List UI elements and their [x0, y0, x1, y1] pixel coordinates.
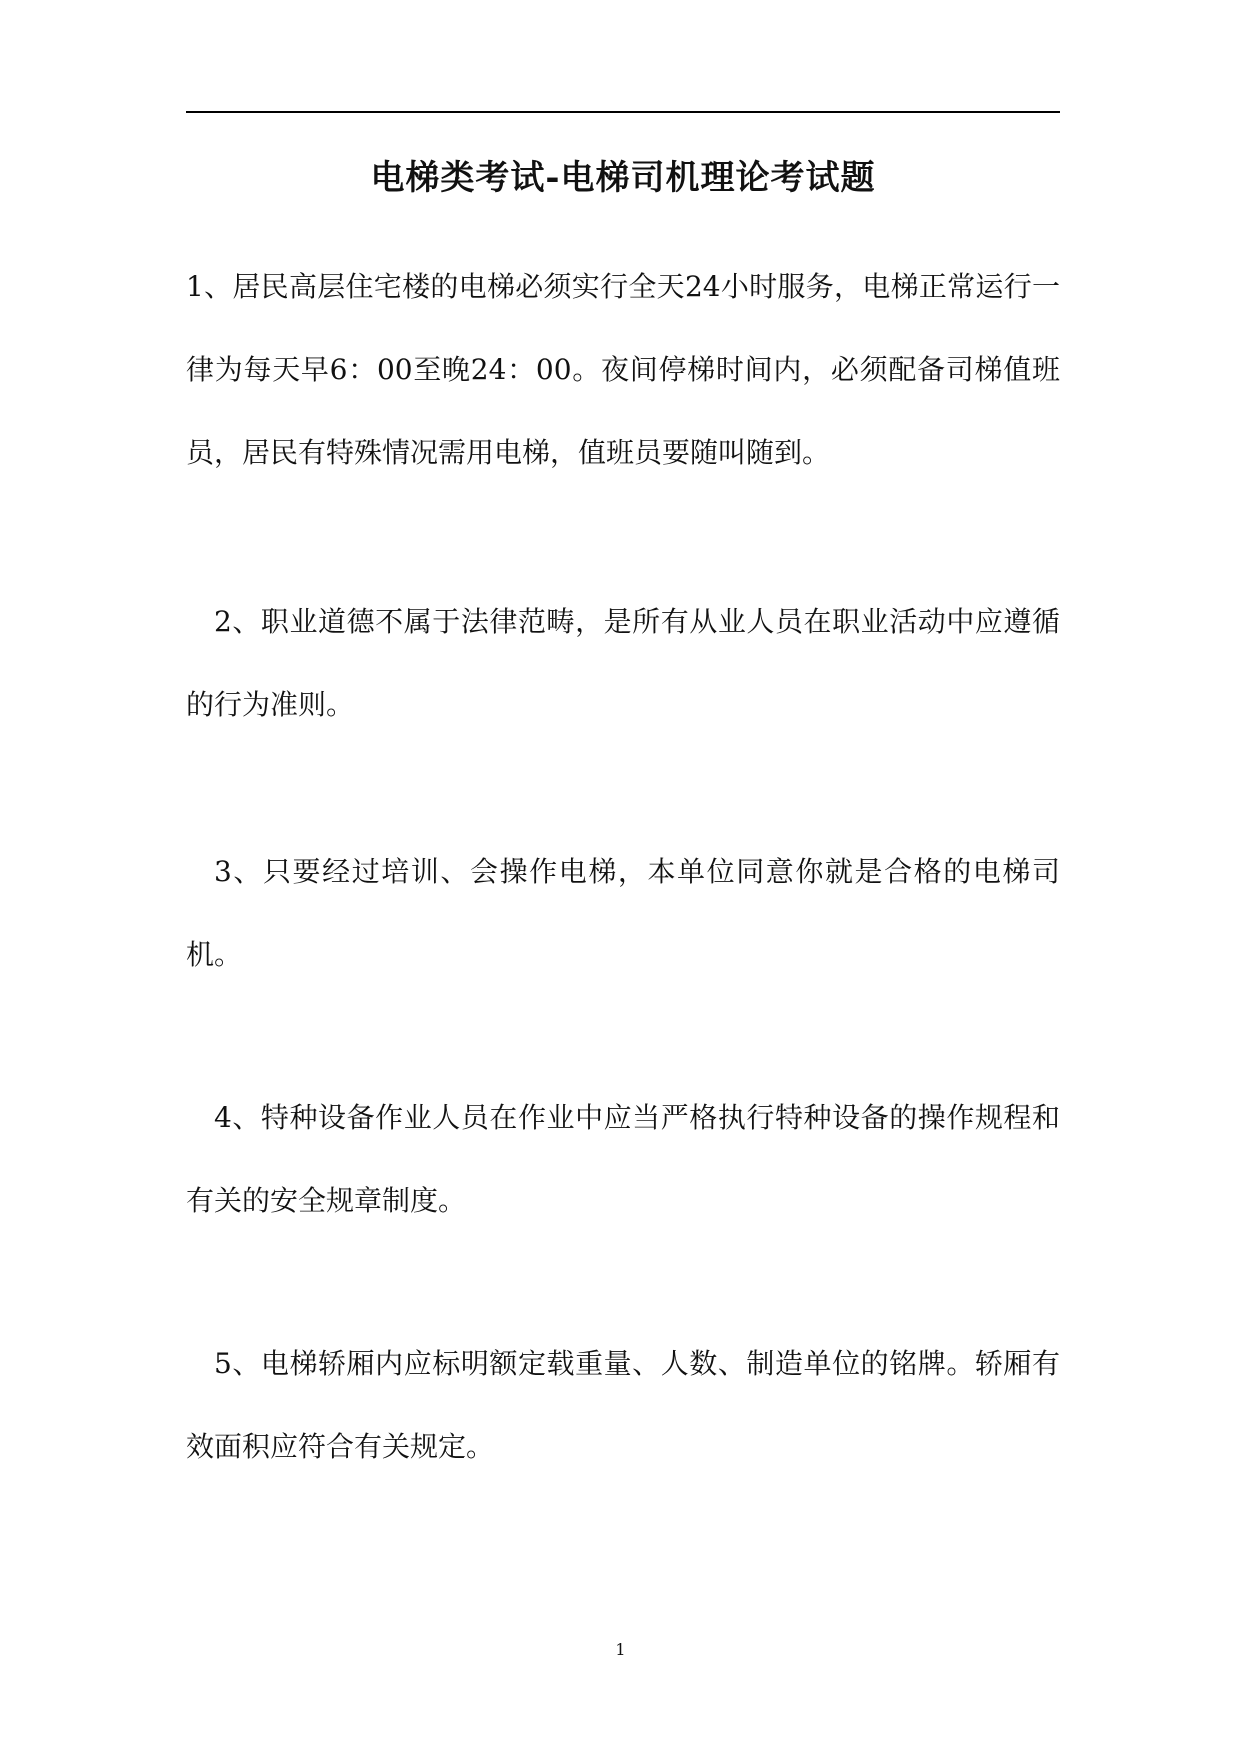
header-rule	[186, 111, 1060, 113]
question-2: 2、职业道德不属于法律范畴，是所有从业人员在职业活动中应遵循的行为准则。	[186, 605, 1060, 721]
question-4: 4、特种设备作业人员在作业中应当严格执行特种设备的操作规程和有关的安全规章制度。	[186, 1101, 1060, 1217]
document-title: 电梯类考试-电梯司机理论考试题	[370, 158, 876, 198]
page-number: 1	[615, 1640, 626, 1659]
question-3: 3、只要经过培训、会操作电梯，本单位同意你就是合格的电梯司机。	[186, 855, 1060, 971]
question-1: 1、居民高层住宅楼的电梯必须实行全天24小时服务，电梯正常运行一律为每天早6：00至晚24：00。夜间停梯时间内，必须配备司梯值班员，居民有特殊情况需用电梯，值班员要随叫随到。	[186, 270, 1060, 469]
question-5: 5、电梯轿厢内应标明额定载重量、人数、制造单位的铭牌。轿厢有效面积应符合有关规定。	[186, 1347, 1060, 1463]
